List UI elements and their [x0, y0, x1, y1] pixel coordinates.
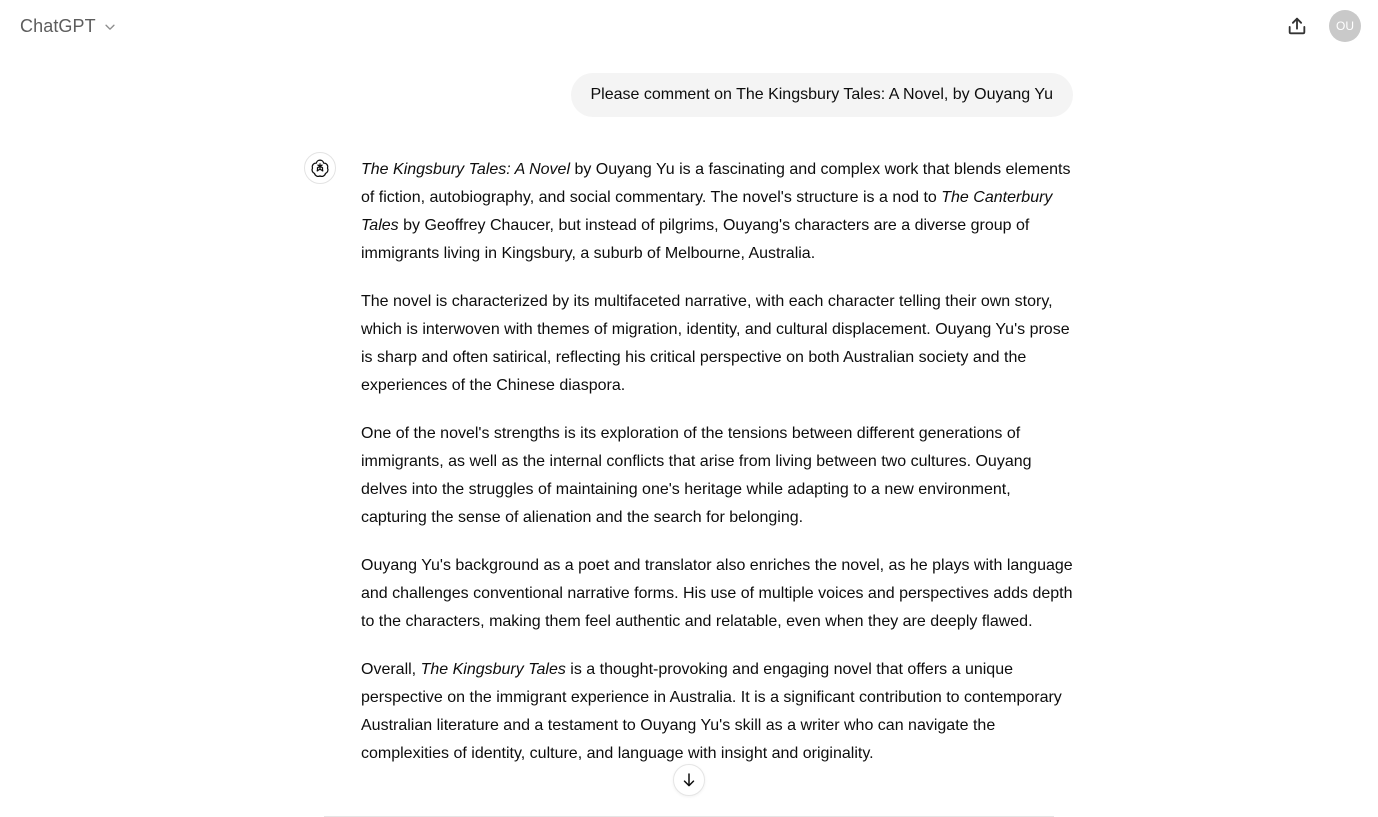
assistant-paragraph [361, 156, 1077, 268]
avatar-initials: OU [1336, 19, 1354, 33]
paragraph-text: by Ouyang Yu is a fascinating and complex work that blends elements of fiction, autobiography, and social commentary. The novel's structure is a nod to [361, 161, 1071, 206]
assistant-paragraph: Ouyang Yu's background as a poet and translator also enriches the novel, as he plays with language and challenges conventional narrative forms. His use of multiple voices and perspectives adds depth to the characters, making them feel authentic and relatable, even when they are deeply flawed. [361, 557, 1073, 630]
assistant-avatar [304, 152, 336, 184]
openai-logo-icon [310, 158, 330, 178]
model-name: ChatGPT [20, 15, 96, 36]
book-title: The Canterbury Tales [361, 189, 1053, 234]
share-button[interactable] [1280, 9, 1314, 43]
book-title: The Kingsbury Tales: A Novel [361, 161, 570, 178]
paragraph-text: Overall, [361, 661, 421, 678]
user-message-text: Please comment on The Kingsbury Tales: A Novel, by Ouyang Yu [590, 86, 1053, 103]
assistant-paragraph: The novel is characterized by its multifaceted narrative, with each character telling their own story, which is interwoven with themes of migration, identity, and cultural displacement. Ouyang Yu's prose is sharp and often satirical, reflecting his critical perspective on both Australian society and the experiences of the Chinese diaspora. [361, 293, 1070, 394]
assistant-message [361, 156, 1077, 788]
paragraph-text: is a thought-provoking and engaging novel that offers a unique perspective on the immigrant experience in Australia. It is a significant contribution to contemporary Australian literature and a testament to Ouyang Yu's skill as a writer who can navigate the complexities of identity, culture, and language with insight and originality. [361, 661, 1062, 762]
assistant-paragraph [361, 656, 1077, 768]
book-title: The Kingsbury Tales [420, 661, 566, 678]
arrow-down-icon [680, 771, 698, 789]
share-icon [1286, 15, 1308, 37]
paragraph-text: by Geoffrey Chaucer, but instead of pilgrims, Ouyang's characters are a diverse group of immigrants living in Kingsbury, a suburb of Melbourne, Australia. [361, 217, 1030, 262]
scroll-to-bottom-button[interactable] [673, 764, 705, 796]
chevron-down-icon [102, 19, 118, 35]
model-switcher-button[interactable] [12, 8, 126, 44]
assistant-paragraph: One of the novel's strengths is its exploration of the tensions between different generations of immigrants, as well as the internal conflicts that arise from living between two cultures. Ouyang delves into the struggles of maintaining one's heritage while adapting to a new environment, capturing the sense of alienation and the search for belonging. [361, 425, 1032, 526]
user-message-bubble [571, 73, 1074, 117]
user-avatar-button[interactable] [1329, 10, 1361, 42]
top-bar [0, 0, 1378, 52]
